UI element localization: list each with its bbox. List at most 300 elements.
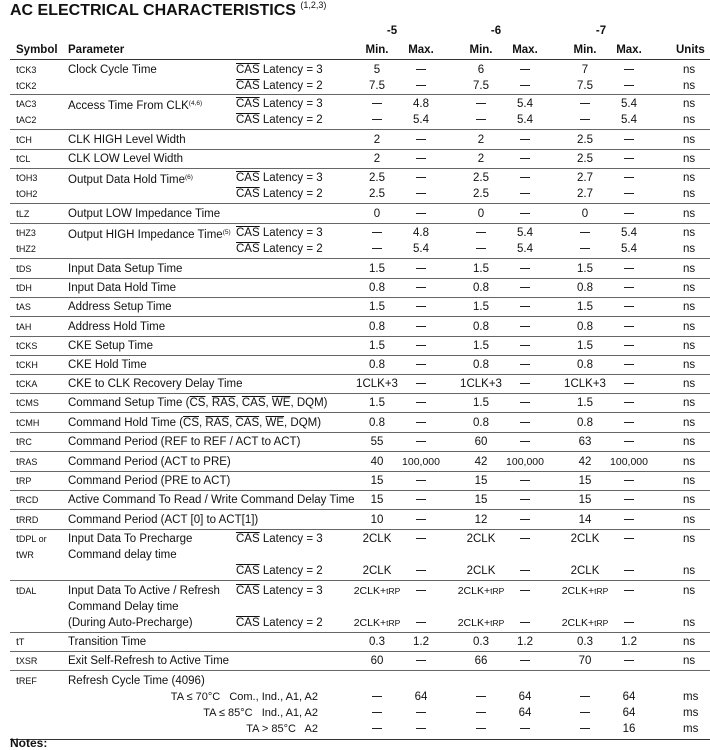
overline-signal: $\overline{CAS}$ — [235, 417, 260, 429]
table-title — [10, 0, 326, 20]
overline-signal: $\overline{CAS}$ — [236, 617, 260, 629]
value-cell: 7.5 — [369, 80, 385, 92]
symbol-t: t — [16, 655, 19, 667]
value-cell — [624, 358, 634, 372]
value-cell — [624, 300, 634, 314]
value-cell: 15 — [578, 494, 592, 506]
value-cell: 60 — [474, 436, 488, 448]
symbol-sub: LZ — [18, 209, 30, 219]
parameter-text: Input Data Hold Time — [68, 282, 177, 294]
dash-mark — [624, 422, 634, 423]
condition-text: Latency = 3 — [259, 533, 323, 545]
row-parameter — [68, 207, 220, 221]
condition-text: Latency = 2 — [259, 114, 323, 126]
dash-mark — [624, 268, 634, 269]
value-cell — [416, 339, 426, 353]
value-cell: 5.4 — [621, 243, 637, 255]
dash-mark — [624, 139, 634, 140]
value-cell — [372, 706, 382, 720]
symbol-t: t — [16, 359, 19, 371]
row-condition — [236, 113, 323, 127]
value-cell — [416, 396, 426, 410]
symbol-header: Symbol — [16, 44, 58, 56]
row-parameter — [68, 262, 182, 276]
value-cell — [624, 532, 634, 546]
row-condition — [236, 79, 323, 93]
value-cell: 2.7 — [577, 188, 593, 200]
value-cell: 15 — [474, 475, 488, 487]
row-parameter — [68, 435, 300, 449]
symbol-sub: AS — [18, 302, 31, 312]
value-cell — [580, 226, 590, 240]
row-separator — [10, 374, 710, 375]
dash-mark — [520, 287, 530, 288]
value-cell: 10 — [370, 514, 384, 526]
row-units: ns — [683, 565, 696, 577]
parameter-text: CKE to CLK Recovery Delay Time — [68, 378, 243, 390]
value-cell — [520, 171, 530, 185]
dash-mark — [580, 103, 590, 104]
value-cell — [624, 435, 634, 449]
dash-mark — [624, 345, 634, 346]
parameter-text: CLK HIGH Level Width — [68, 134, 186, 146]
value-cell — [520, 654, 530, 668]
row-symbol — [16, 79, 36, 93]
symbol-sub: REF — [18, 676, 37, 686]
row-symbol — [16, 63, 36, 77]
symbol-t: t — [16, 494, 19, 506]
row-units: ns — [683, 282, 696, 294]
row-symbol — [16, 320, 31, 334]
dash-mark — [416, 712, 426, 713]
value-subscript-trp: tRP — [490, 618, 505, 628]
value-cell — [624, 416, 634, 430]
dash-mark — [476, 248, 486, 249]
parameter-text: (During Auto-Precharge) — [68, 617, 193, 629]
symbol-sub: XSR — [18, 656, 38, 666]
grade-5: -5 — [386, 25, 398, 37]
row-parameter — [68, 226, 231, 242]
dash-mark — [520, 69, 530, 70]
dash-mark — [416, 499, 426, 500]
symbol-t: t — [16, 243, 19, 255]
value-cell: 70 — [578, 655, 592, 667]
value-cell — [520, 133, 530, 147]
row-units: ns — [683, 397, 696, 409]
row-symbol — [16, 171, 37, 185]
value-cell — [520, 722, 530, 736]
dash-mark — [580, 232, 590, 233]
row-symbol — [16, 416, 39, 430]
row-parameter — [68, 654, 229, 668]
symbol-t: t — [16, 636, 19, 648]
value-cell: 0.8 — [577, 359, 593, 371]
value-cell: 100,000 — [610, 456, 648, 468]
value-prefix: 2CLK+ — [353, 585, 387, 597]
dash-mark — [624, 193, 634, 194]
value-cell — [416, 377, 426, 391]
value-cell: 12 — [474, 514, 488, 526]
value-cell — [580, 242, 590, 256]
value-cell — [416, 358, 426, 372]
value-cell: 0.3 — [369, 636, 385, 648]
row-units: ns — [683, 114, 696, 126]
value-cell — [416, 474, 426, 488]
value-cell: 1.2 — [517, 636, 533, 648]
symbol-sub: RRD — [18, 515, 39, 525]
symbol-sub: CH — [18, 135, 32, 145]
symbol-sub: RAS — [18, 457, 38, 467]
symbol-t: t — [16, 80, 19, 92]
value-cell — [354, 584, 401, 598]
value-cell — [562, 616, 609, 630]
min-header-7: Min. — [573, 44, 597, 56]
dash-mark — [520, 158, 530, 159]
row-separator — [10, 129, 710, 130]
dash-mark — [624, 287, 634, 288]
max-header-7: Max. — [616, 44, 642, 56]
dash-mark — [476, 712, 486, 713]
value-cell: 0.8 — [473, 321, 489, 333]
row-symbol — [16, 358, 38, 372]
dash-mark — [520, 213, 530, 214]
overline-signal: $\overline{CAS}$ — [236, 533, 260, 545]
parameter-text: Clock Cycle Time — [68, 64, 157, 76]
value-cell: 55 — [370, 436, 384, 448]
parameter-text: Command Period (ACT [0] to ACT[1]) — [68, 514, 259, 526]
value-cell: 1.5 — [369, 397, 385, 409]
dash-mark — [624, 213, 634, 214]
row-separator — [10, 632, 710, 633]
symbol-sub: AH — [18, 322, 32, 332]
dash-mark — [520, 570, 530, 571]
value-cell: 64 — [622, 707, 636, 719]
value-cell: 5.4 — [621, 98, 637, 110]
row-condition — [236, 171, 323, 185]
overline-signal: $\overline{WE}$ — [271, 397, 291, 409]
value-cell — [416, 416, 426, 430]
parameter-text: Exit Self-Refresh to Active Time — [68, 655, 230, 667]
value-cell: 63 — [578, 436, 592, 448]
value-cell — [476, 722, 486, 736]
value-cell — [580, 97, 590, 111]
row-units: ns — [683, 636, 696, 648]
row-parameter — [68, 416, 321, 430]
row-parameter — [68, 152, 183, 166]
value-cell — [520, 152, 530, 166]
value-cell — [416, 171, 426, 185]
value-cell: 5.4 — [517, 243, 533, 255]
dash-mark — [520, 383, 530, 384]
value-cell — [520, 616, 530, 630]
parameter-text: Command Period (ACT to PRE) — [68, 456, 231, 468]
row-symbol — [16, 396, 39, 410]
condition-text: Latency = 3 — [259, 64, 323, 76]
value-cell: 2CLK — [570, 565, 600, 577]
row-parameter — [68, 63, 157, 77]
row-condition — [236, 226, 323, 240]
dash-mark — [520, 519, 530, 520]
row-units: ms — [683, 691, 699, 703]
value-cell: 7.5 — [577, 80, 593, 92]
overline-signal: $\overline{CAS}$ — [236, 172, 260, 184]
value-cell: 14 — [578, 514, 592, 526]
row-separator — [10, 529, 710, 530]
parameter-footnote: (5) — [222, 229, 231, 236]
value-cell: 2CLK — [466, 565, 496, 577]
value-cell — [624, 281, 634, 295]
row-units: ns — [683, 378, 696, 390]
value-cell — [476, 97, 486, 111]
row-parameter — [68, 584, 220, 598]
row-symbol — [16, 113, 36, 127]
value-cell — [520, 474, 530, 488]
row-symbol — [16, 654, 37, 668]
row-units: ms — [683, 723, 699, 735]
value-cell — [416, 493, 426, 507]
value-cell: 1.5 — [369, 340, 385, 352]
row-parameter — [68, 377, 242, 391]
value-cell — [624, 616, 634, 630]
value-cell — [354, 616, 401, 630]
value-cell: 40 — [370, 456, 384, 468]
symbol-sub: RCD — [18, 495, 39, 505]
row-symbol — [16, 635, 24, 649]
row-symbol — [16, 97, 36, 111]
condition-text: TA > 85°C A2 — [246, 723, 318, 735]
value-cell: 5.4 — [517, 227, 533, 239]
dash-mark — [520, 326, 530, 327]
dash-mark — [624, 69, 634, 70]
value-cell — [624, 584, 634, 598]
value-cell: 1CLK+3 — [460, 378, 502, 390]
value-cell — [476, 690, 486, 704]
row-units: ns — [683, 617, 696, 629]
value-cell — [458, 616, 505, 630]
dash-mark — [416, 441, 426, 442]
dash-mark — [416, 287, 426, 288]
row-units: ns — [683, 263, 696, 275]
symbol-t: t — [16, 208, 19, 220]
dash-mark — [520, 660, 530, 661]
symbol-sub: RC — [18, 437, 32, 447]
value-cell — [416, 616, 426, 630]
overline-signal: $\overline{CAS}$ — [236, 585, 260, 597]
value-cell: 2 — [373, 153, 381, 165]
row-parameter — [68, 600, 179, 614]
value-cell — [624, 133, 634, 147]
row-condition — [236, 242, 323, 256]
value-cell — [624, 339, 634, 353]
value-cell: 5.4 — [517, 114, 533, 126]
dash-mark — [580, 119, 590, 120]
row-condition — [246, 722, 318, 736]
dash-mark — [476, 232, 486, 233]
row-condition — [171, 690, 318, 704]
units-header: Units — [676, 44, 705, 56]
row-units: ns — [683, 359, 696, 371]
dash-mark — [372, 696, 382, 697]
value-cell: 5.4 — [621, 227, 637, 239]
dash-mark — [624, 519, 634, 520]
value-cell: 1.5 — [473, 397, 489, 409]
dash-mark — [520, 499, 530, 500]
row-separator — [10, 203, 710, 204]
value-cell — [416, 63, 426, 77]
row-parameter — [68, 97, 202, 113]
row-separator — [10, 223, 710, 224]
value-prefix: 2CLK+ — [353, 617, 387, 629]
value-cell — [372, 722, 382, 736]
dash-mark — [580, 696, 590, 697]
dash-mark — [624, 480, 634, 481]
max-header-6: Max. — [512, 44, 538, 56]
dash-mark — [520, 85, 530, 86]
dash-mark — [624, 660, 634, 661]
dash-mark — [520, 728, 530, 729]
value-cell: 0.3 — [577, 636, 593, 648]
symbol-sub: OH2 — [18, 189, 38, 199]
row-units: ns — [683, 134, 696, 146]
overline-signal: $\overline{RAS}$ — [205, 417, 230, 429]
row-condition — [236, 564, 323, 578]
value-cell: 1.5 — [473, 340, 489, 352]
dash-mark — [520, 306, 530, 307]
overline-signal: $\overline{CS}$ — [183, 417, 200, 429]
value-cell — [520, 63, 530, 77]
symbol-sub: CMS — [18, 398, 39, 408]
parameter-text: , DQM) — [290, 397, 328, 409]
value-cell: 1CLK+3 — [564, 378, 606, 390]
row-parameter — [68, 358, 147, 372]
symbol-sub: DH — [18, 283, 32, 293]
value-cell — [372, 113, 382, 127]
value-cell: 2CLK — [362, 533, 392, 545]
row-units: ns — [683, 98, 696, 110]
dash-mark — [416, 480, 426, 481]
symbol-sub: OH3 — [18, 173, 38, 183]
dash-mark — [416, 538, 426, 539]
symbol-t: t — [16, 172, 19, 184]
dash-mark — [580, 248, 590, 249]
row-symbol — [16, 226, 36, 240]
dash-mark — [580, 712, 590, 713]
dash-mark — [416, 158, 426, 159]
symbol-t: t — [16, 321, 19, 333]
value-cell — [416, 300, 426, 314]
title-footnotes: (1,2,3) — [300, 0, 327, 10]
row-units: ns — [683, 321, 696, 333]
overline-signal: $\overline{CAS}$ — [236, 188, 260, 200]
symbol-sub: DPL or — [18, 534, 47, 544]
dash-mark — [520, 441, 530, 442]
value-cell — [416, 564, 426, 578]
value-cell: 1.5 — [577, 301, 593, 313]
dash-mark — [624, 383, 634, 384]
min-header-5: Min. — [365, 44, 389, 56]
overline-signal: $\overline{WE}$ — [265, 417, 285, 429]
row-units: ns — [683, 475, 696, 487]
overline-signal: $\overline{RAS}$ — [211, 397, 236, 409]
value-cell — [520, 79, 530, 93]
value-cell — [624, 207, 634, 221]
value-cell — [476, 226, 486, 240]
row-parameter — [68, 320, 165, 334]
dash-mark — [624, 590, 634, 591]
symbol-t: t — [16, 585, 19, 597]
value-cell — [520, 513, 530, 527]
grade-6: -6 — [490, 25, 502, 37]
row-separator — [10, 580, 710, 581]
condition-text: Latency = 3 — [259, 585, 323, 597]
overline-signal: $\overline{CAS}$ — [241, 397, 266, 409]
symbol-sub: AC3 — [18, 99, 37, 109]
dash-mark — [416, 364, 426, 365]
parameter-text: , — [199, 417, 206, 429]
value-cell: 0.8 — [473, 359, 489, 371]
value-subscript-trp: tRP — [490, 586, 505, 596]
row-condition — [203, 706, 318, 720]
title-text: AC ELECTRICAL CHARACTERISTICS — [10, 2, 296, 19]
value-cell — [624, 187, 634, 201]
row-separator — [10, 278, 710, 279]
value-cell — [416, 207, 426, 221]
value-cell: 6 — [477, 64, 485, 76]
condition-text: Latency = 3 — [259, 227, 323, 239]
value-cell: 2.7 — [577, 172, 593, 184]
dash-mark — [416, 660, 426, 661]
symbol-t: t — [16, 188, 19, 200]
row-condition — [236, 616, 323, 630]
value-cell — [416, 262, 426, 276]
max-header-5: Max. — [408, 44, 434, 56]
symbol-t: t — [16, 282, 19, 294]
row-parameter — [68, 474, 230, 488]
symbol-t: t — [16, 397, 19, 409]
value-cell: 5.4 — [413, 114, 429, 126]
overline-signal: $\overline{CS}$ — [189, 397, 206, 409]
dash-mark — [416, 177, 426, 178]
dash-mark — [416, 213, 426, 214]
value-cell: 7.5 — [473, 80, 489, 92]
symbol-t: t — [16, 134, 19, 146]
symbol-t: t — [16, 98, 19, 110]
value-cell: 0 — [373, 208, 381, 220]
header-rule — [10, 59, 710, 60]
condition-text: Latency = 3 — [259, 98, 323, 110]
value-cell: 64 — [518, 707, 532, 719]
condition-text: Latency = 2 — [259, 565, 323, 577]
bottom-rule — [10, 739, 710, 740]
symbol-t: t — [16, 417, 19, 429]
value-cell: 0.8 — [369, 282, 385, 294]
parameter-header: Parameter — [68, 44, 125, 56]
symbol-t: t — [16, 114, 19, 126]
dash-mark — [416, 326, 426, 327]
dash-mark — [624, 441, 634, 442]
value-cell: 1.2 — [621, 636, 637, 648]
symbol-t: t — [16, 340, 19, 352]
value-cell — [520, 300, 530, 314]
symbol-t: t — [16, 263, 19, 275]
row-parameter — [68, 532, 192, 546]
value-cell: 2 — [477, 153, 485, 165]
dash-mark — [520, 193, 530, 194]
row-symbol — [16, 339, 37, 353]
dash-mark — [624, 499, 634, 500]
symbol-sub: CMH — [18, 418, 40, 428]
value-cell: 64 — [518, 691, 532, 703]
